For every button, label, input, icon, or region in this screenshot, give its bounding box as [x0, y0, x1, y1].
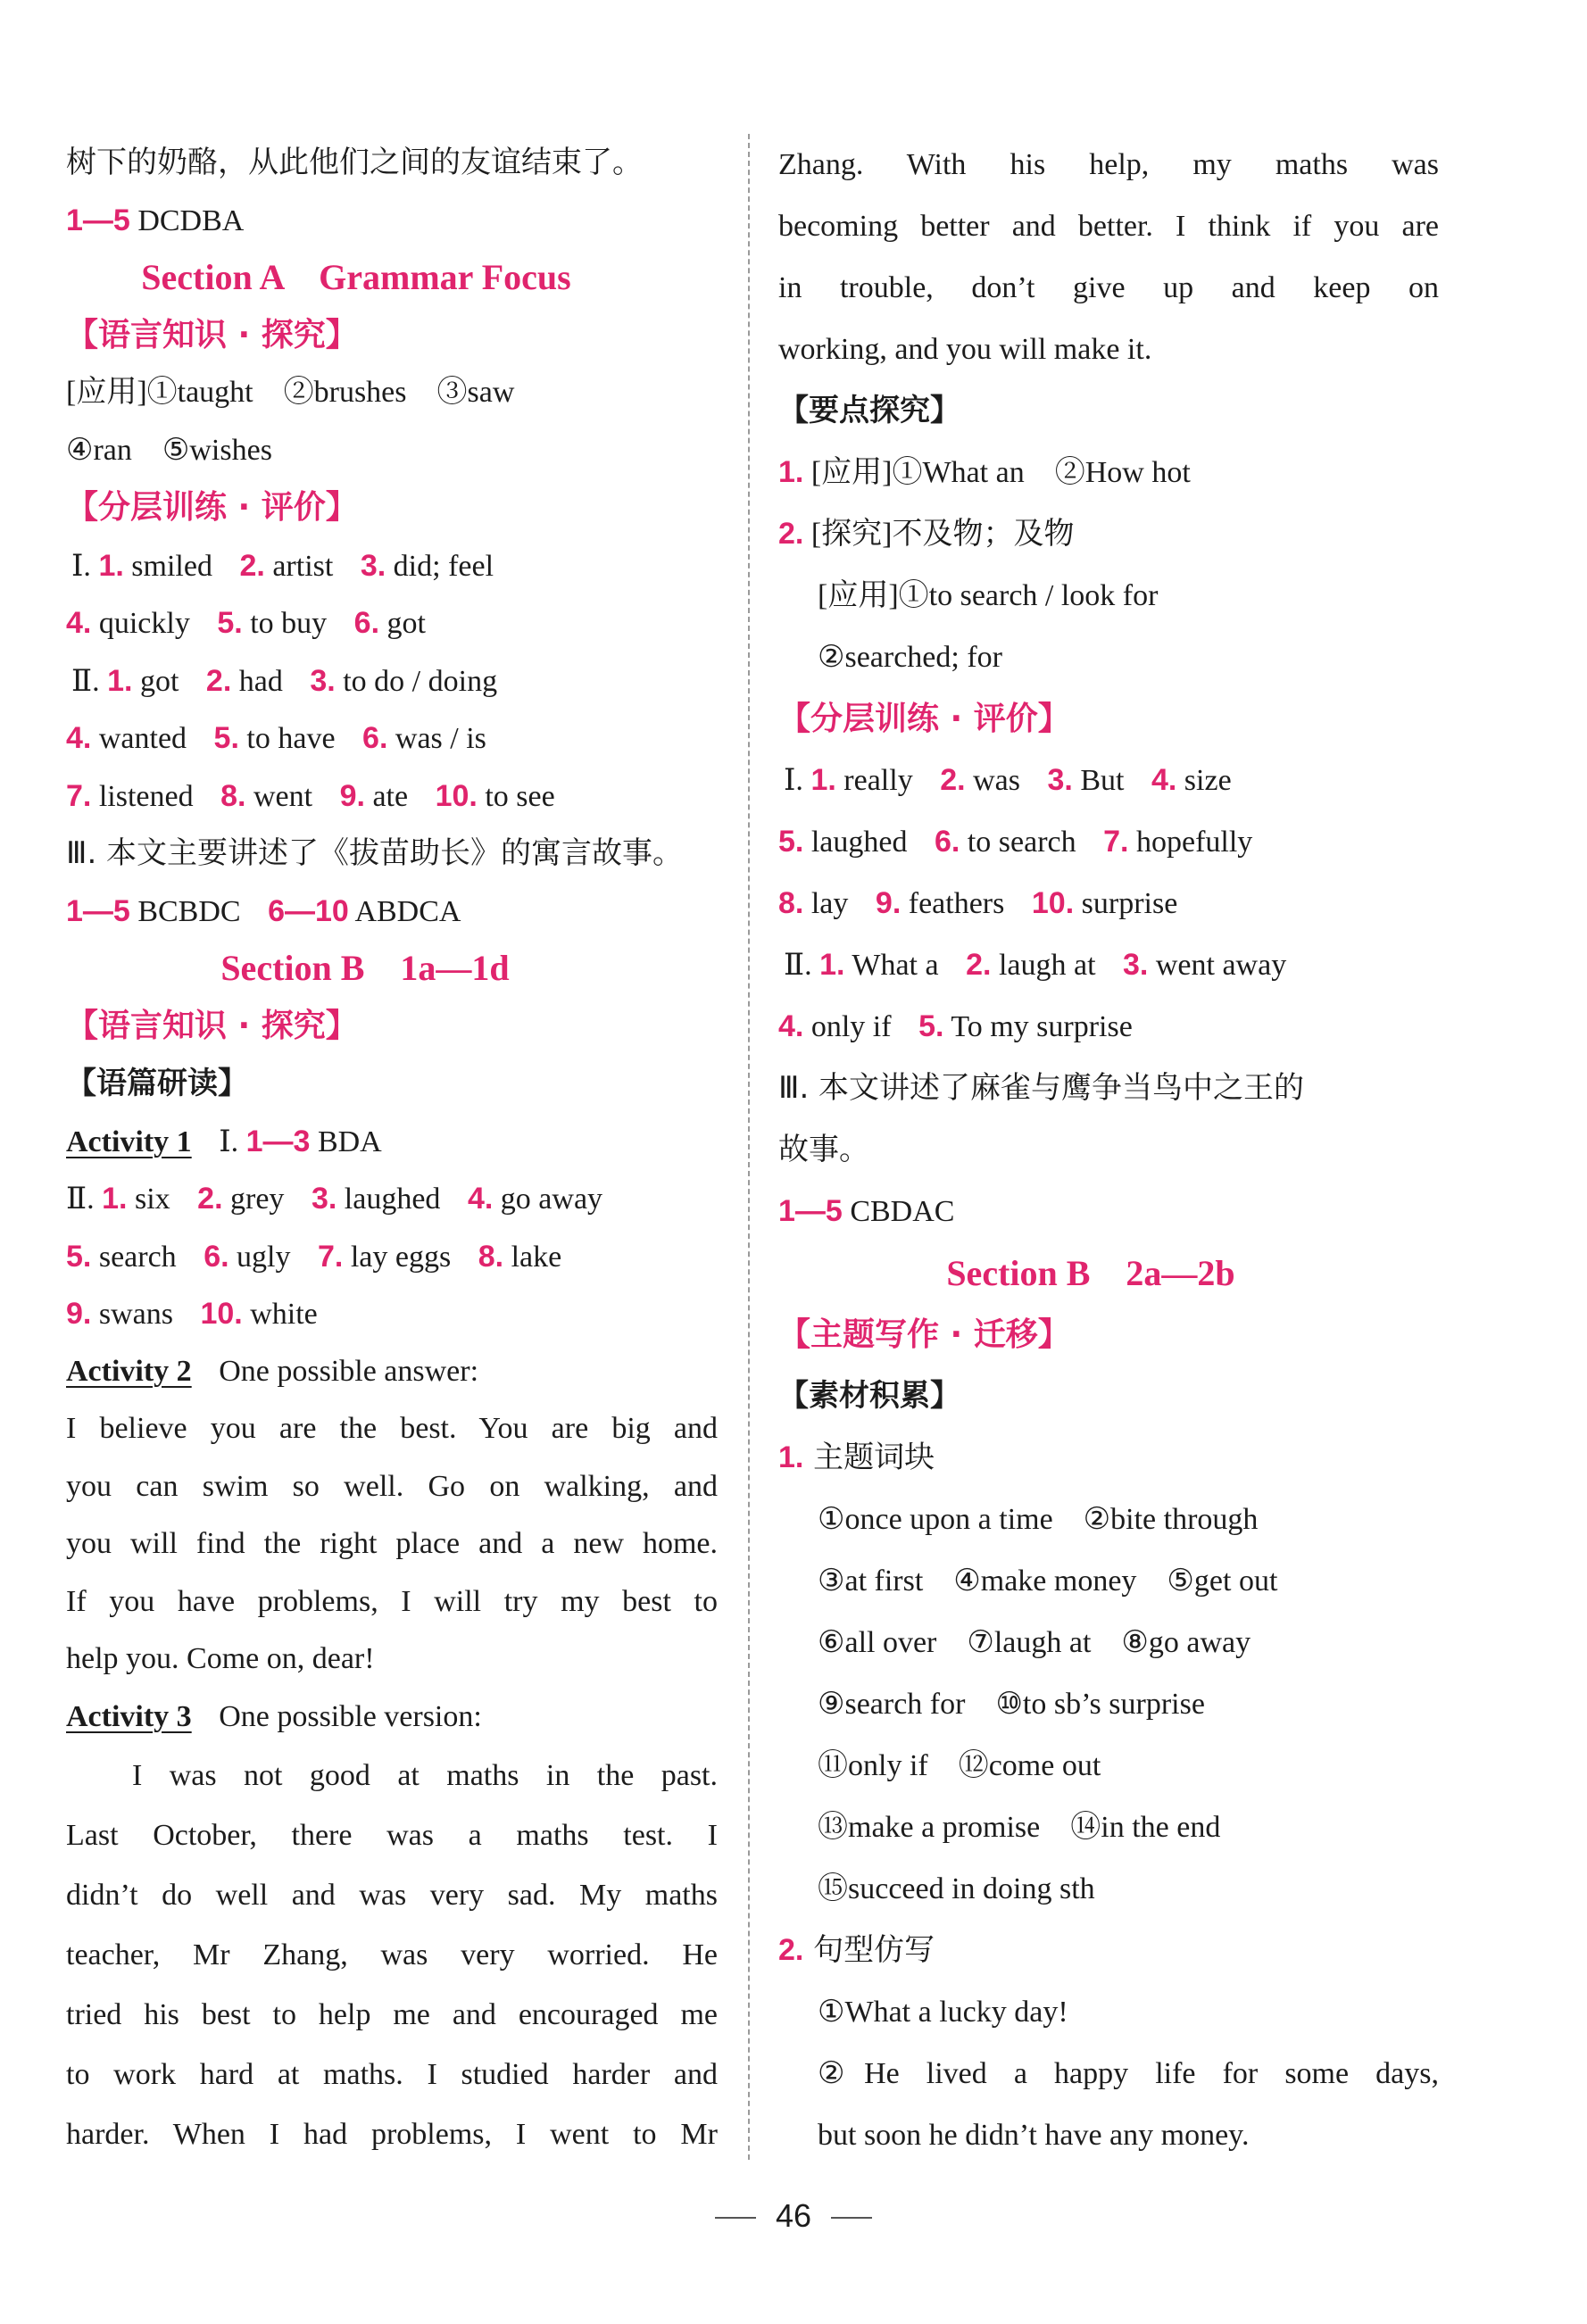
paragraph-line: you will find the right place and a new home.	[66, 1527, 718, 1560]
paragraph-line: tried his best to help me and encouraged me	[66, 1998, 718, 2031]
activity-1-line: Activity 1 Ⅰ. 1—3 BDA	[66, 1124, 382, 1158]
exercise-row: 7. listened 8. went 9. ate 10. to see	[66, 778, 555, 813]
heading-yupian: 【语篇研读】	[66, 1066, 248, 1101]
paragraph-line: Zhang. With his help, my maths was	[778, 148, 1439, 181]
exercise-row: 4. only if 5. To my surprise	[778, 1009, 1133, 1043]
phrase-line: ⑨search for ⑩to sb’s surprise	[818, 1688, 1205, 1721]
heading-sucai: 【素材积累】	[778, 1378, 960, 1414]
sentence-line: ②He lived a happy life for some days,	[818, 2057, 1439, 2090]
exercise-row: Ⅰ. 1. really 2. was 3. But 4. size	[784, 763, 1232, 797]
activity-3-line: Activity 3 One possible version:	[66, 1699, 482, 1733]
paragraph-line: teacher, Mr Zhang, was very worried. He	[66, 1938, 718, 1971]
exercise-row: Ⅱ. 1. six 2. grey 3. laughed 4. go away	[66, 1182, 603, 1216]
exercise-row: 9. swans 10. white	[66, 1297, 318, 1331]
exercise-row: 4. quickly 5. to buy 6. got	[66, 606, 426, 640]
paragraph-line: harder. When I had problems, I went to Mr	[66, 2118, 718, 2151]
paragraph-line: to work hard at maths. I studied harder and	[66, 2058, 718, 2091]
phrase-line: ①once upon a time ②bite through	[818, 1503, 1259, 1536]
yingyong-line-2: ④ran ⑤wishes	[66, 433, 272, 467]
section-b2-title: Section B 2a—2b	[946, 1253, 1235, 1293]
text-line: 树下的奶酪，从此他们之间的友谊结束了。	[66, 145, 643, 180]
sentence-line: but soon he didn’t have any money.	[818, 2119, 1250, 2152]
heading-fenceng-2: 【分层训练 · 评价】	[778, 701, 1070, 737]
subheading-line: 2. 句型仿写	[778, 1932, 935, 1968]
phrase-line: ⑪only if ⑫come out	[818, 1749, 1101, 1782]
exercise-row: 8. lay 9. feathers 10. surprise	[778, 886, 1178, 920]
paragraph-line: I believe you are the best. You are big and	[66, 1412, 718, 1445]
heading-fenceng-1: 【分层训练 · 评价】	[66, 489, 358, 526]
page-number: 46	[0, 2197, 1587, 2235]
answer-line: 1—5 CBDAC	[778, 1194, 955, 1228]
yingyong-line-1: [应用]①taught ②brushes ③saw	[66, 376, 515, 409]
phrase-line: ⑬make a promise ⑭in the end	[818, 1811, 1221, 1844]
subheading-line: 1. 主题词块	[778, 1440, 935, 1475]
summary-line: Ⅲ. 本文讲述了麻雀与鹰争当鸟中之王的	[778, 1070, 1305, 1106]
exercise-row: Ⅱ. 1. What a 2. laugh at 3. went away	[784, 948, 1287, 982]
exercise-row: 5. search 6. ugly 7. lay eggs 8. lake	[66, 1239, 562, 1274]
paragraph-line: you can swim so well. Go on walking, and	[66, 1469, 718, 1503]
phrase-line: ⑥all over ⑦laugh at ⑧go away	[818, 1626, 1251, 1659]
summary-line: 故事。	[778, 1132, 869, 1167]
right-column	[778, 134, 1439, 2166]
exercise-row: 5. laughed 6. to search 7. hopefully	[778, 825, 1253, 859]
heading-zhuti: 【主题写作 · 迁移】	[778, 1316, 1070, 1353]
point-line: 2. [探究]不及物；及物	[778, 517, 1075, 551]
exercise-row: Ⅰ. 1. smiled 2. artist 3. did; feel	[71, 548, 494, 583]
point-line: [应用]①to search / look for	[818, 579, 1159, 612]
section-b1-title: Section B 1a—1d	[220, 948, 510, 988]
paragraph-line: didn’t do well and was very sad. My maths	[66, 1879, 718, 1912]
paragraph-line: I was not good at maths in the past.	[132, 1759, 718, 1792]
answer-line: 1—5 DCDBA	[66, 203, 245, 237]
summary-line: Ⅲ. 本文主要讲述了《拔苗助长》的寓言故事。	[66, 835, 684, 871]
answer-line: 1—5 BCBDC 6—10 ABDCA	[66, 893, 461, 928]
paragraph-line: If you have problems, I will try my best to	[66, 1584, 718, 1618]
column-divider	[748, 134, 750, 2160]
phrase-line: ⑮succeed in doing sth	[818, 1872, 1095, 1905]
paragraph-line: in trouble, don’t give up and keep on	[778, 271, 1439, 304]
exercise-row: 4. wanted 5. to have 6. was / is	[66, 721, 486, 755]
phrase-line: ③at first ④make money ⑤get out	[818, 1565, 1278, 1598]
exercise-row: Ⅱ. 1. got 2. had 3. to do / doing	[71, 663, 498, 698]
heading-yaodian: 【要点探究】	[778, 393, 960, 428]
point-line: ②searched; for	[818, 641, 1002, 674]
section-a-title: Section A Grammar Focus	[141, 257, 571, 297]
paragraph-line: Last October, there was a maths test. I	[66, 1819, 718, 1852]
heading-yuyan-1: 【语言知识 · 探究】	[66, 316, 358, 353]
sentence-line: ①What a lucky day!	[818, 1996, 1068, 2029]
paragraph-line: working, and you will make it.	[778, 333, 1152, 366]
point-line: 1. [应用]①What an ②How hot	[778, 455, 1191, 489]
paragraph-line: becoming better and better. I think if you are	[778, 210, 1439, 243]
paragraph-line: help you. Come on, dear!	[66, 1642, 375, 1675]
activity-2-line: Activity 2 One possible answer:	[66, 1354, 479, 1388]
left-column	[66, 134, 718, 2164]
heading-yuyan-2: 【语言知识 · 探究】	[66, 1007, 358, 1044]
